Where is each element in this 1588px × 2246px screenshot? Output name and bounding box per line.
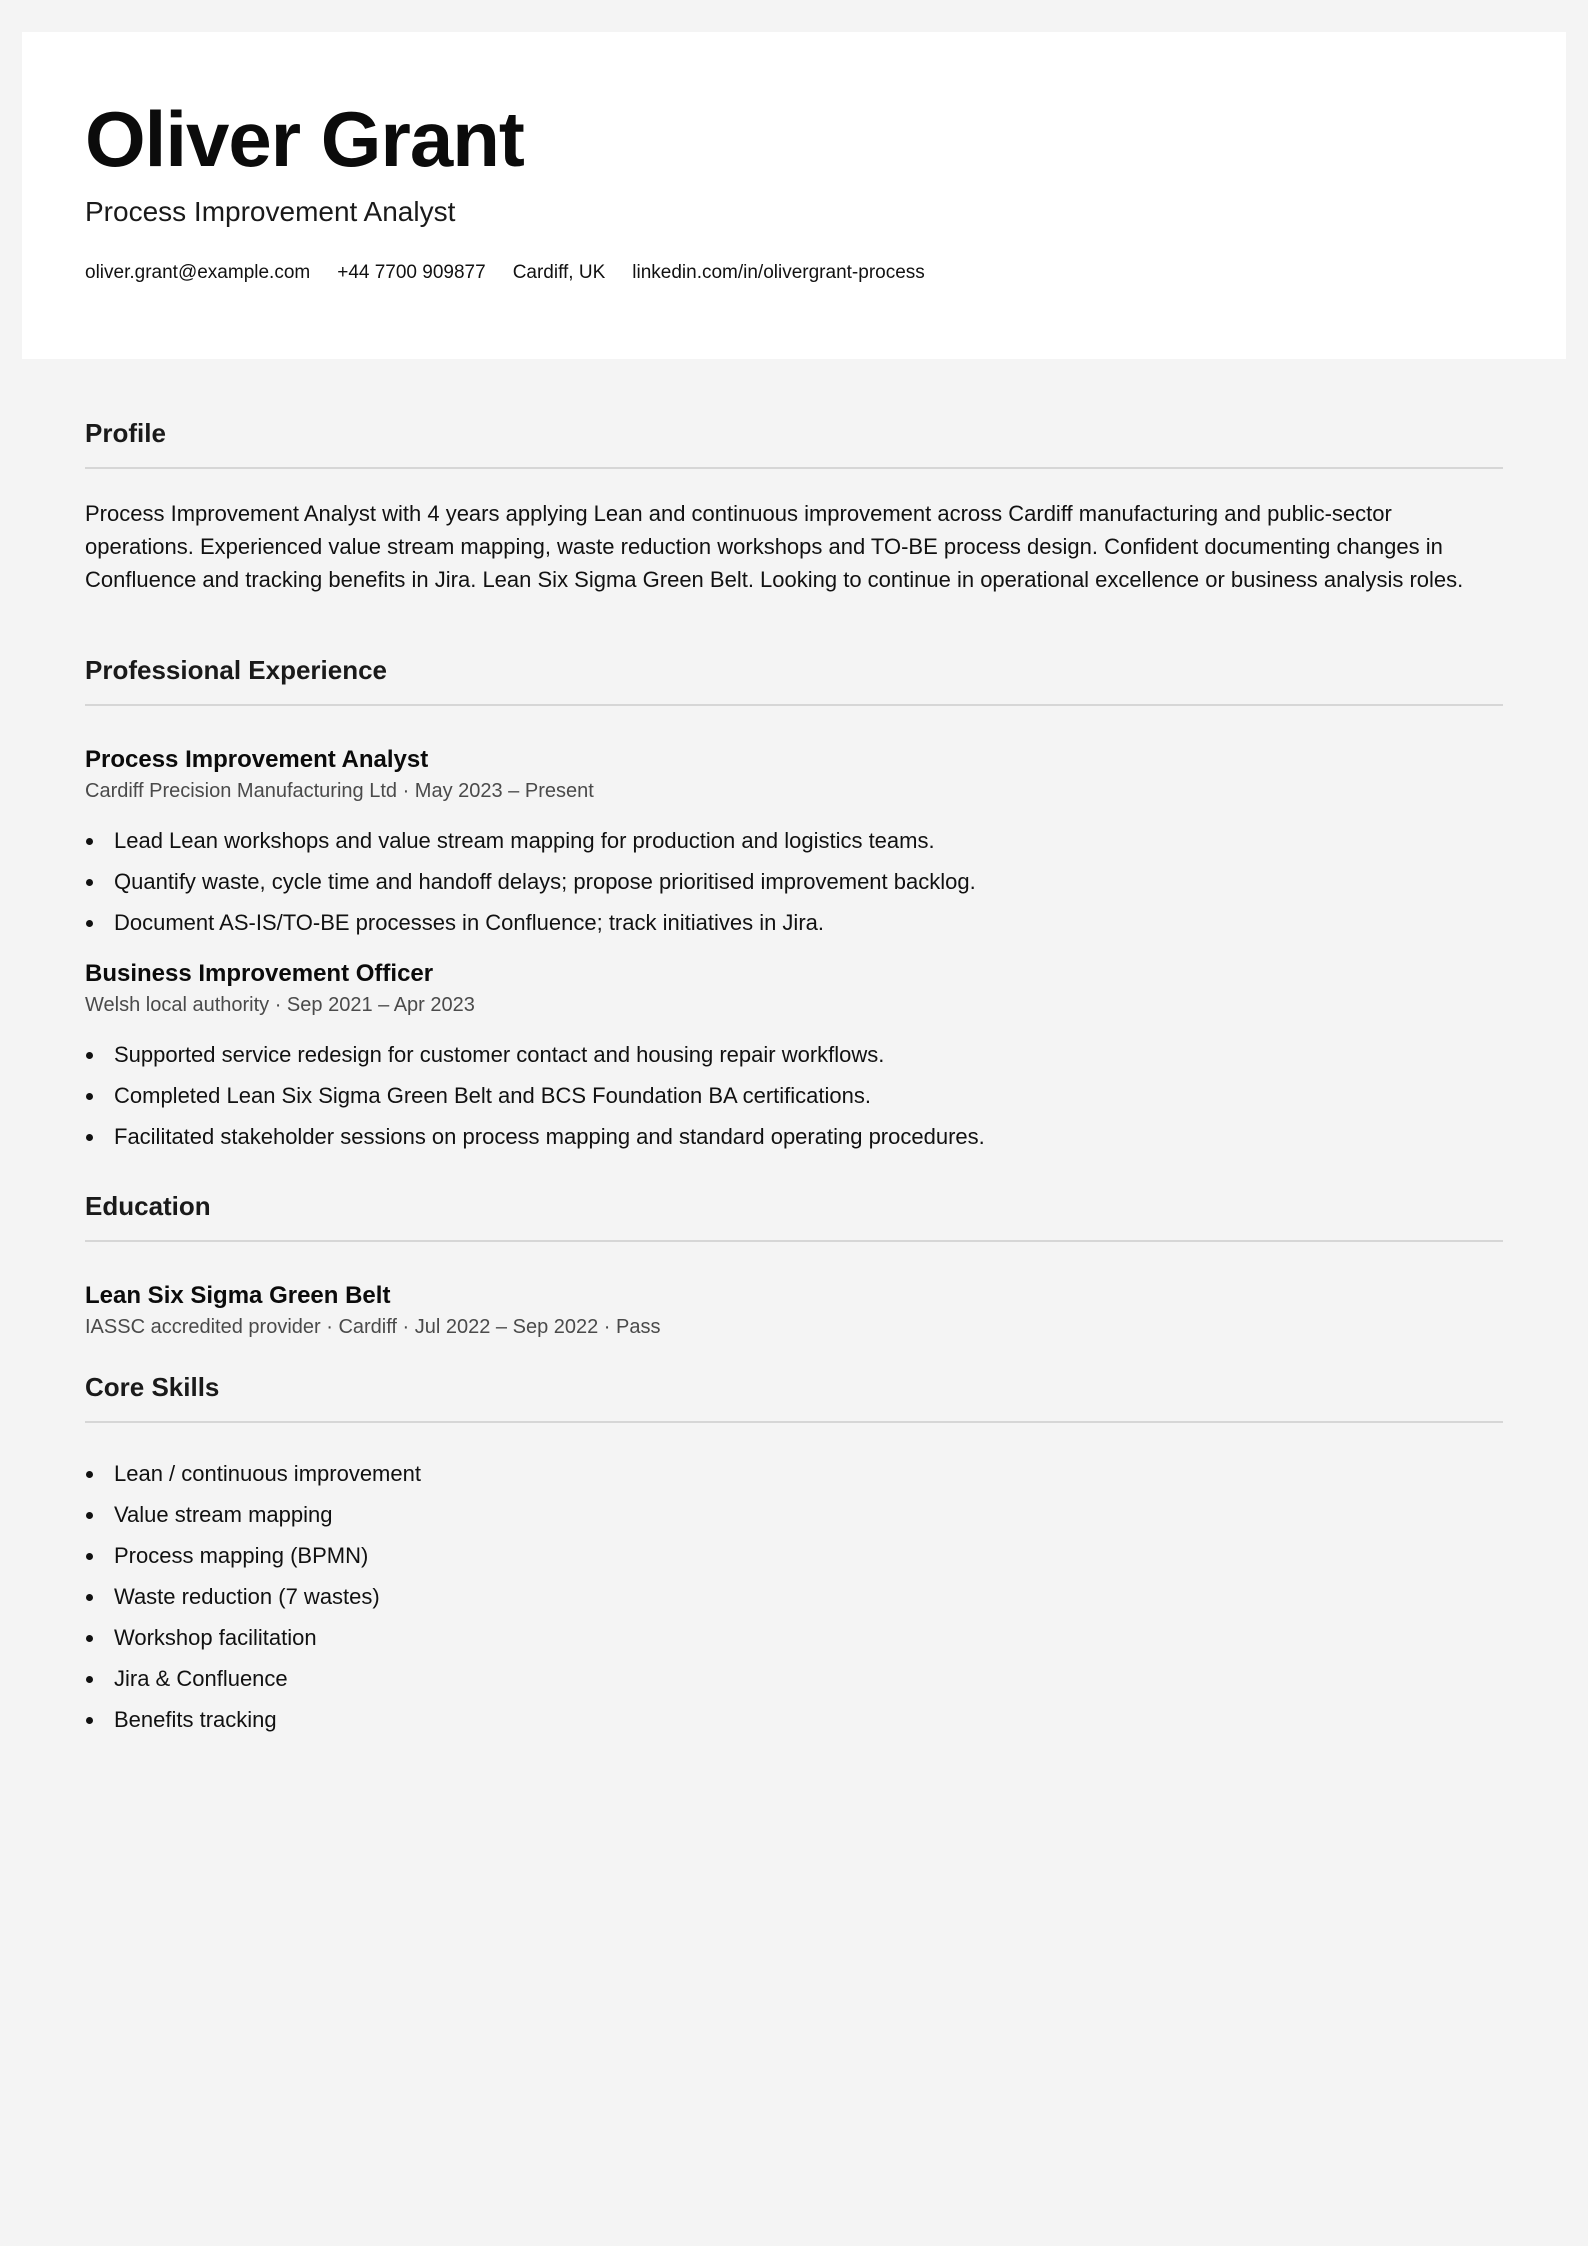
skill-item: Lean / continuous improvement xyxy=(85,1453,1503,1494)
section-divider xyxy=(85,1240,1503,1242)
skills-section xyxy=(85,1360,1503,1740)
skill-item: Workshop facilitation xyxy=(85,1617,1503,1658)
education-section xyxy=(85,1179,1503,1342)
contact-linkedin: linkedin.com/in/olivergrant-process xyxy=(632,262,925,283)
job-entry xyxy=(85,958,1503,1157)
education-title: Lean Six Sigma Green Belt xyxy=(85,1282,391,1309)
job-bullet: Completed Lean Six Sigma Green Belt and BCS Foundation BA certifications. xyxy=(85,1075,1503,1116)
skills-list xyxy=(85,1453,1503,1740)
profile-section xyxy=(85,406,1503,596)
section-title-skills: Core Skills xyxy=(85,1372,220,1402)
contact-list xyxy=(85,260,925,286)
experience-section xyxy=(85,643,1503,1157)
job-bullets xyxy=(85,1034,1503,1157)
candidate-role: Process Improvement Analyst xyxy=(85,196,456,227)
job-bullet: Document AS-IS/TO-BE processes in Confluence; track initiatives in Jira. xyxy=(85,902,1503,943)
section-title-education: Education xyxy=(85,1191,211,1221)
contact-email: oliver.grant@example.com xyxy=(85,262,311,283)
job-entry xyxy=(85,744,1503,943)
section-divider xyxy=(85,1421,1503,1423)
education-meta: IASSC accredited provider · Cardiff · Jul 2022 – Sep 2022 · Pass xyxy=(85,1316,661,1338)
profile-summary: Process Improvement Analyst with 4 years applying Lean and continuous improvement across Cardiff manufacturing and public-sector operations. Experienced value stream mapping, waste reduction workshops and TO-BE process design. Confident documenting changes in Confluence and tracking benefits in Jira. Lean Six Sigma Green Belt. Looking to continue in operational excellence or business analysis roles. xyxy=(85,501,1464,592)
job-bullet: Lead Lean workshops and value stream mapping for production and logistics teams. xyxy=(85,820,1503,861)
section-divider xyxy=(85,467,1503,469)
resume-header xyxy=(22,32,1566,359)
job-meta: Cardiff Precision Manufacturing Ltd · May 2023 – Present xyxy=(85,780,594,802)
section-title-profile: Profile xyxy=(85,418,166,448)
job-bullet: Facilitated stakeholder sessions on process mapping and standard operating procedures. xyxy=(85,1116,1503,1157)
skill-item: Benefits tracking xyxy=(85,1699,1503,1740)
contact-phone: +44 7700 909877 xyxy=(337,262,486,283)
skill-item: Jira & Confluence xyxy=(85,1658,1503,1699)
job-meta: Welsh local authority · Sep 2021 – Apr 2023 xyxy=(85,994,475,1016)
section-title-experience: Professional Experience xyxy=(85,655,388,685)
education-entry xyxy=(85,1280,1503,1342)
section-divider xyxy=(85,704,1503,706)
job-title: Process Improvement Analyst xyxy=(85,746,429,773)
skill-item: Process mapping (BPMN) xyxy=(85,1535,1503,1576)
candidate-name: Oliver Grant xyxy=(85,95,524,183)
job-bullet: Supported service redesign for customer contact and housing repair workflows. xyxy=(85,1034,1503,1075)
skill-item: Waste reduction (7 wastes) xyxy=(85,1576,1503,1617)
job-bullets xyxy=(85,820,1503,943)
job-bullet: Quantify waste, cycle time and handoff delays; propose prioritised improvement backlog. xyxy=(85,861,1503,902)
contact-location: Cardiff, UK xyxy=(512,262,606,283)
job-title: Business Improvement Officer xyxy=(85,960,434,987)
skill-item: Value stream mapping xyxy=(85,1494,1503,1535)
